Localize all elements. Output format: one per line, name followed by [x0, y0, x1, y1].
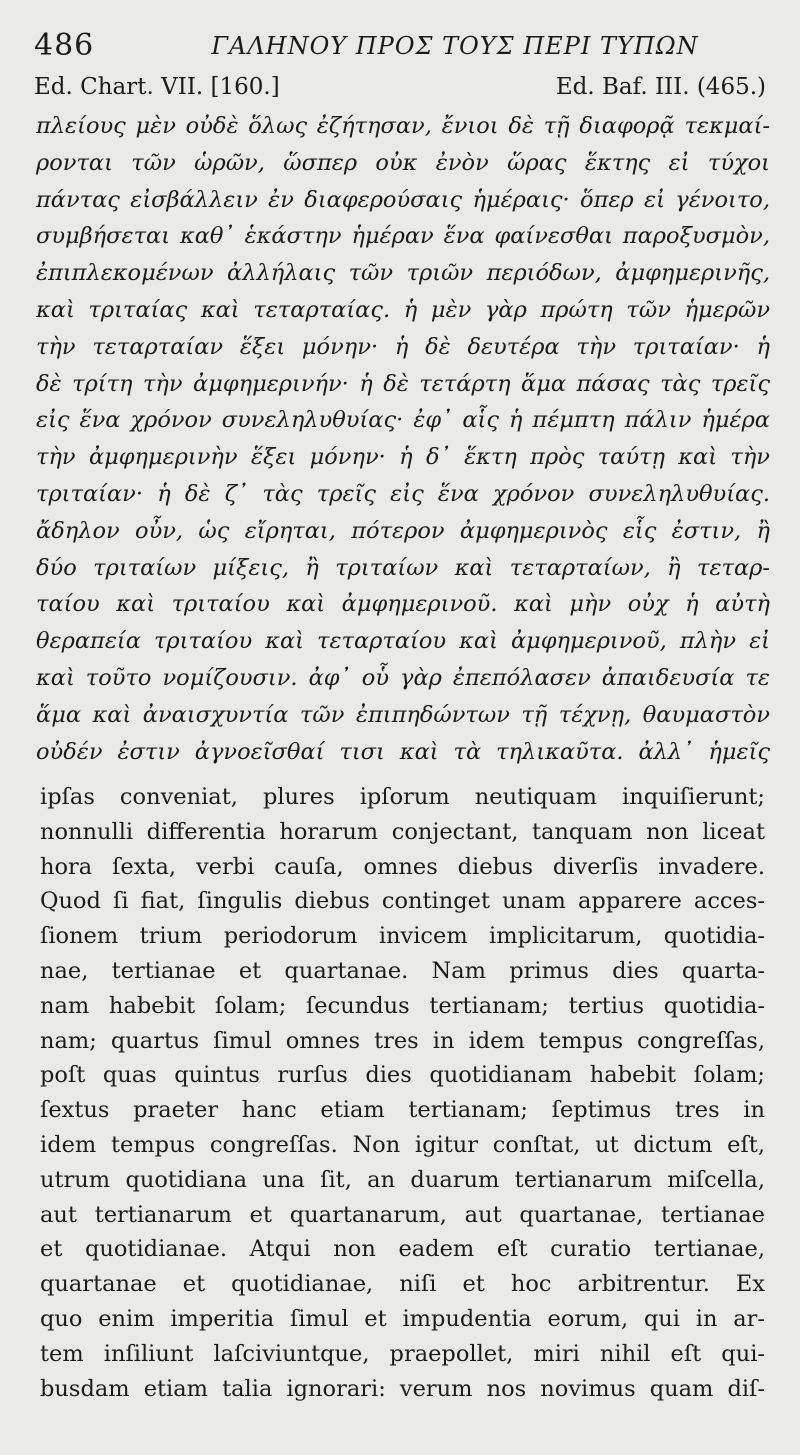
latin-text-line: aut tertianarum et quartanarum, aut quartanae, tertianae — [40, 1201, 765, 1228]
latin-text-line: idem tempus congreſſas. Non igitur conſtat, ut dictum eſt, — [40, 1131, 765, 1158]
latin-text-line: quo enim imperitia ſimul et impudentia eorum, qui in ar- — [40, 1305, 765, 1332]
latin-text-line: poſt quas quintus rurſus dies quotidianam habebit ſolam; — [40, 1062, 765, 1089]
latin-text-line: utrum quotidiana una ſit, an duarum tertianarum miſcella, — [40, 1166, 765, 1193]
greek-text-line: καὶ τοῦτο νομίζουσιν. ἀφ᾽ οὗ γὰρ ἐπεπόλασεν ἀπαιδευσία τε — [36, 664, 770, 691]
latin-text-line: nonnulli differentia horarum conjectant, tanquam non liceat — [40, 818, 765, 845]
greek-text-line: τὴν τεταρταίαν ἕξει μόνην· ἡ δὲ δευτέρα τὴν τριταίαν· ἡ — [36, 333, 770, 360]
greek-text-line: ρονται τῶν ὡρῶν, ὥσπερ οὐκ ἐνὸν ὥρας ἕκτης εἰ τύχοι — [36, 149, 770, 176]
latin-text-line: ipſas conveniat, plures ipſorum neutiquam inquiſierunt; — [40, 784, 765, 810]
latin-text-line: tem inſiliunt laſciviuntque, praepollet, miri nihil eſt qui- — [40, 1340, 765, 1367]
latin-text-line: nae, tertianae et quartanae. Nam primus dies quarta- — [40, 957, 765, 984]
edition-reference-left: Ed. Chart. VII. [160.] — [34, 74, 280, 100]
greek-text-line: θεραπεία τριταίου καὶ τεταρταίου καὶ ἀμφημερινοῦ, πλὴν εἰ — [36, 628, 770, 655]
greek-text-line: πλείους μὲν οὐδὲ ὅλως ἐζήτησαν, ἔνιοι δὲ τῇ διαφορᾷ τεκμαί- — [36, 113, 770, 139]
greek-text-line: τριταίαν· ἡ δὲ ζ᾽ τὰς τρεῖς εἰς ἕνα χρόνον συνεληλυθυίας. — [36, 480, 770, 507]
latin-text-line: ſionem trium periodorum invicem implicitarum, quotidia- — [40, 923, 765, 950]
greek-text-line: τὴν ἀμφημερινὴν ἕξει μόνην· ἡ δ᾽ ἕκτη πρὸς ταύτῃ καὶ τὴν — [36, 444, 770, 471]
greek-text-line: οὐδέν ἐστιν ἀγνοεῖσθαί τισι καὶ τὰ τηλικαῦτα. ἀλλ᾽ ἡμεῖς — [36, 738, 770, 765]
greek-text-line: ἐπιπλεκομένων ἀλλήλαις τῶν τριῶν περιόδων, ἀμφημερινῆς, — [36, 260, 770, 287]
latin-text-block — [40, 780, 765, 1406]
greek-text-line: ἄδηλον οὖν, ὡς εἴρηται, πότερον ἀμφημερινὸς εἷς ἐστιν, ἢ — [36, 517, 770, 544]
running-title: ΓΑΛΗΝΟΥ ΠΡΟΣ ΤΟΥΣ ΠΕΡΙ ΤΥΠΩΝ — [211, 32, 699, 60]
greek-text-block — [36, 108, 770, 770]
greek-text-line: δὲ τρίτη τὴν ἀμφημερινήν· ἡ δὲ τετάρτη ἅμα πάσας τὰς τρεῖς — [36, 370, 770, 397]
latin-text-line: Quod ſi fiat, ſingulis diebus continget unam apparere acces- — [40, 888, 765, 915]
latin-text-line: nam; quartus ſimul omnes tres in idem tempus congreſſas, — [40, 1027, 765, 1054]
greek-text-line: δύο τριταίων μίξεις, ἢ τριταίων καὶ τεταρταίων, ἢ τεταρ- — [36, 554, 770, 581]
edition-reference-right: Ed. Baf. III. (465.) — [555, 74, 766, 100]
greek-text-line: πάντας εἰσβάλλειν ἐν διαφερούσαις ἡμέραις· ὅπερ εἰ γένοιτο, — [36, 186, 770, 213]
greek-text-line: εἰς ἕνα χρόνον συνεληλυθυίας· ἐφ᾽ αἷς ἡ πέμπτη πάλιν ἡμέρα — [36, 407, 770, 434]
latin-text-line: busdam etiam talia ignorari: verum nos novimus quam diſ- — [40, 1375, 765, 1402]
page-header — [34, 28, 766, 68]
greek-text-line: ταίου καὶ τριταίου καὶ ἀμφημερινοῦ. καὶ μὴν οὐχ ἡ αὐτὴ — [36, 591, 770, 618]
greek-text-line: καὶ τριταίας καὶ τεταρταίας. ἡ μὲν γὰρ πρώτη τῶν ἡμερῶν — [36, 296, 770, 323]
latin-text-line: nam habebit ſolam; ſecundus tertianam; tertius quotidia- — [40, 992, 765, 1019]
latin-text-line: ſextus praeter hanc etiam tertianam; ſeptimus tres in — [40, 1097, 765, 1124]
latin-text-line: et quotidianae. Atqui non eadem eſt curatio tertianae, — [40, 1236, 765, 1263]
greek-text-line: ἅμα καὶ ἀναισχυντία τῶν ἐπιπηδώντων τῇ τέχνῃ, θαυμαστὸν — [36, 701, 770, 728]
edition-references — [34, 74, 766, 108]
page-number: 486 — [34, 28, 95, 63]
latin-text-line: hora ſexta, verbi cauſa, omnes diebus diverſis invadere. — [40, 853, 765, 880]
latin-text-line: quartanae et quotidianae, niſi et hoc arbitrentur. Ex — [40, 1271, 765, 1298]
greek-text-line: συμβήσεται καθ᾽ ἑκάστην ἡμέραν ἕνα φαίνεσθαι παροξυσμὸν, — [36, 223, 770, 250]
